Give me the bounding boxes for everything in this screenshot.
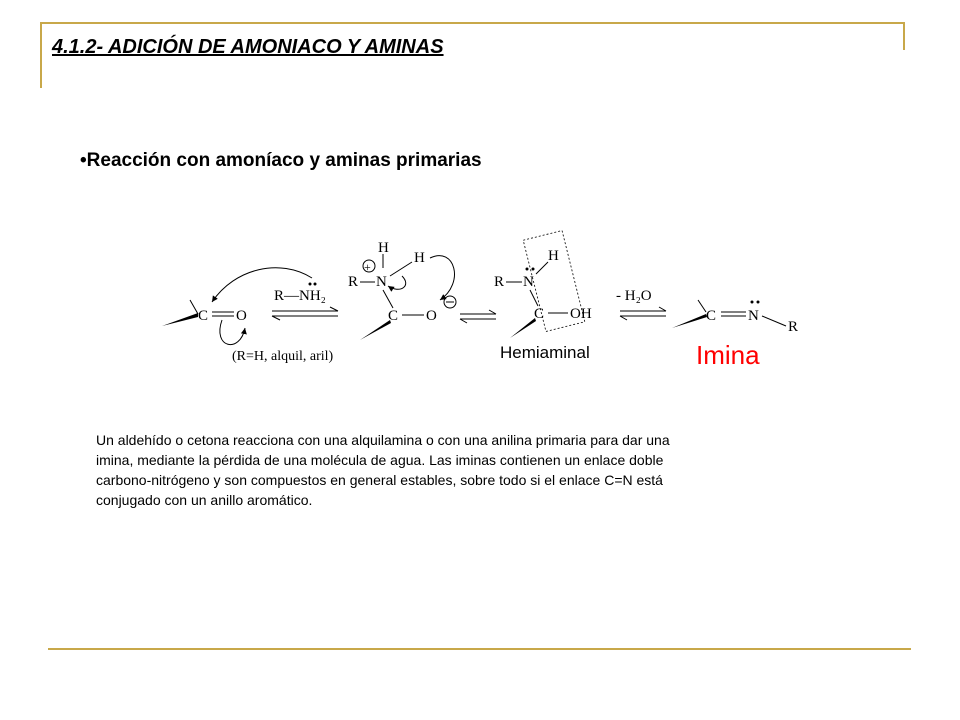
intermediate-o: O (426, 308, 437, 324)
imine-c: C (706, 308, 717, 324)
lone-pair-dot (532, 268, 535, 271)
eq-arrow-forward-head (330, 307, 338, 311)
hemiaminal-h: H (548, 248, 559, 264)
curved-arrow-proton (430, 256, 454, 300)
paragraph-line: Un aldehído o cetona reacciona con una alquilamina o con una anilina primaria para dar una (96, 432, 670, 448)
imine-n: N (748, 308, 759, 324)
wedge-bond-4 (672, 314, 707, 328)
bond-nr (762, 316, 786, 326)
intermediate-c: C (388, 308, 399, 324)
intermediate-n: N (376, 274, 387, 290)
bond-hemi-nh (536, 262, 548, 274)
wedge-bond-1 (162, 313, 198, 326)
paragraph-line: imina, mediante la pérdida de una molécula de agua. Las iminas contienen un enlace doble (96, 452, 664, 468)
carbonyl-oxygen: O (236, 308, 247, 324)
imina-label: Imina (696, 340, 760, 370)
water-loss-label: - H₂O (616, 288, 652, 304)
reaction-scheme (150, 228, 810, 383)
reagent-amine: R—NH₂ (274, 288, 326, 304)
hemiaminal-oh: OH (570, 306, 592, 322)
eq-arrow-back-head (620, 316, 627, 320)
intermediate-r: R (348, 274, 359, 290)
condition-label: (R=H, alquil, aril) (232, 349, 334, 364)
lone-pair-dot (314, 283, 317, 286)
curved-arrow-nh (388, 276, 406, 289)
eq-arrow-back-head (460, 319, 467, 323)
intermediate-h-right: H (414, 250, 425, 266)
bullet-heading: •Reacción con amoníaco y aminas primarias (80, 150, 482, 171)
bond-imine-top (698, 300, 706, 312)
lone-pair-dot (526, 268, 529, 271)
bond-hemi-nc (530, 290, 538, 306)
eq-arrow-forward-head (489, 310, 496, 314)
bottom-rule (48, 648, 911, 650)
bond-nh2 (390, 262, 412, 276)
wedge-bond-3 (510, 318, 536, 338)
lone-pair-dot (751, 301, 754, 304)
hemiaminal-n: N (523, 274, 534, 290)
bond-nc (383, 290, 393, 308)
eq-arrow-back-head (272, 316, 280, 320)
hemiaminal-r: R (494, 274, 505, 290)
top-rule (40, 22, 905, 24)
intermediate-h-top: H (378, 240, 389, 256)
carbonyl-carbon: C (198, 308, 209, 324)
lone-pair-dot (309, 283, 312, 286)
slide-title: 4.1.2- ADICIÓN DE AMONIACO Y AMINAS (52, 36, 444, 58)
plus-charge: + (364, 260, 371, 274)
eq-arrow-forward-head (659, 307, 666, 311)
paragraph-line: carbono-nitrógeno y son compuestos en general estables, sobre todo si el enlace C=N está (96, 472, 663, 488)
explanation-paragraph (96, 430, 856, 510)
right-rule (903, 22, 905, 50)
lone-pair-dot (757, 301, 760, 304)
left-rule (40, 22, 42, 88)
bond-1 (190, 300, 198, 314)
hemiaminal-label: Hemiaminal (500, 343, 590, 362)
hemiaminal-c: C (534, 306, 545, 322)
paragraph-line: conjugado con un anillo aromático. (96, 492, 313, 508)
wedge-bond-2 (360, 320, 391, 340)
imine-r: R (788, 319, 799, 335)
